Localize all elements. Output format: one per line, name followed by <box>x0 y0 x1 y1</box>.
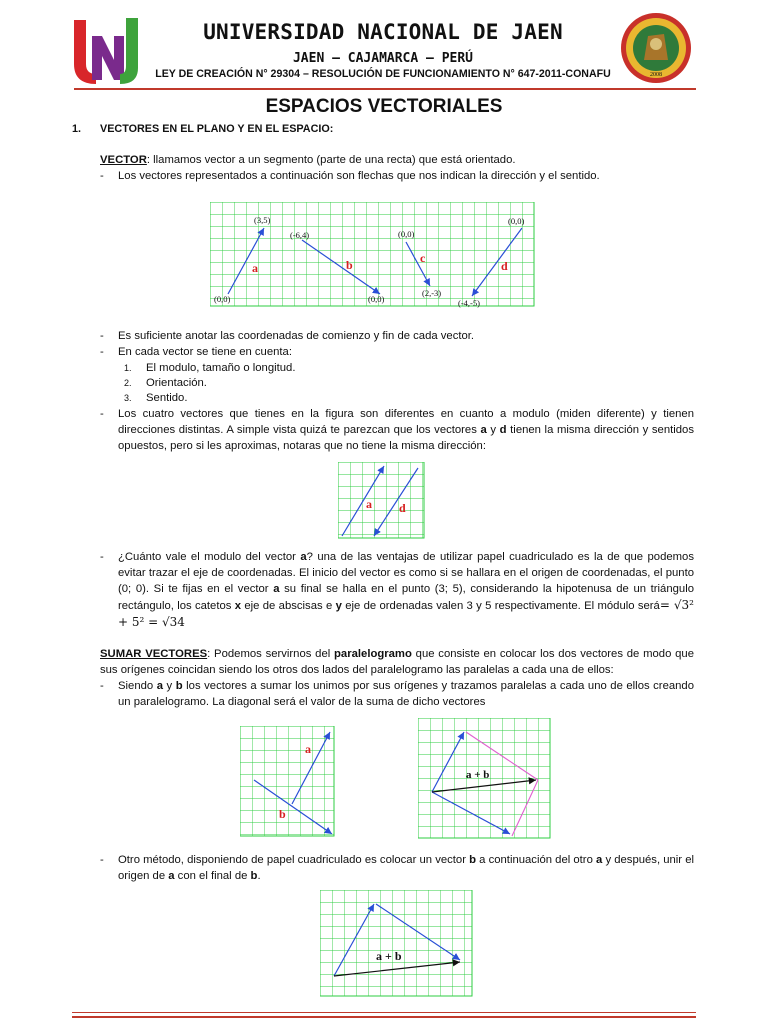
coord-d-end: (-4,-5) <box>458 298 480 308</box>
vector-a-label: a <box>252 261 258 275</box>
vector-term: VECTOR <box>100 154 147 166</box>
list-number: 2. <box>124 378 132 388</box>
modulo-formula: = √3² + 5² = √34 <box>118 598 694 629</box>
document-title: ESPACIOS VECTORIALES <box>265 96 503 117</box>
bullet-dash: - <box>100 170 104 182</box>
vector-b-label: b <box>279 807 286 821</box>
sum-label: a + b <box>466 769 490 781</box>
coord-c-end: (2,-3) <box>422 288 442 298</box>
vector-definition-text: : llamamos vector a un segmento (parte de una recta) que está orientado. <box>146 154 516 166</box>
list-item: Sentido. <box>146 392 188 404</box>
sumar-term: SUMAR VECTORES <box>100 648 208 660</box>
parallelogram-figure <box>418 718 554 842</box>
coord-a-start: (0,0) <box>214 294 231 304</box>
coord-d-start: (0,0) <box>508 216 525 226</box>
header-rule <box>74 88 696 90</box>
bullet-dash: - <box>100 330 104 342</box>
seal-year: 2008 <box>650 72 662 78</box>
bullet-dash: - <box>100 346 104 358</box>
sumar-bullet: Siendo a y b los vectores a sumar los unimos por sus orígenes y trazamos paralelas a cada uno de ellos creando un paralelogramo. La diagonal será el valor de la suma de dicho vectores <box>118 680 694 708</box>
head-to-tail-figure <box>320 890 476 1000</box>
list-item: Orientación. <box>146 377 207 389</box>
bullet-coordinates: Es suficiente anotar las coordenadas de comienzo y fin de cada vector. <box>118 330 475 342</box>
bullet-dash: - <box>100 680 104 692</box>
vectors-figure <box>210 202 538 310</box>
coord-b-end: (0,0) <box>368 294 385 304</box>
coord-b-start: (-6,4) <box>290 230 310 240</box>
vector-a-label: a <box>366 497 372 511</box>
vector-a-label: a <box>305 742 311 756</box>
bullet-dash: - <box>100 854 104 866</box>
list-item: El modulo, tamaño o longitud. <box>146 362 296 374</box>
list-number: 3. <box>124 393 132 403</box>
bullet-dash: - <box>100 408 104 420</box>
vector-b-label: b <box>346 258 353 272</box>
sumar-paragraph: SUMAR VECTORES: Podemos servirnos del paralelogramo que consiste en colocar los dos vectores de modo que sus orígenes coincidan siendo los otros dos lados del paralelogramo las paralelas a cada una de ellos: <box>100 648 694 676</box>
university-law-line: LEY DE CREACIÓN N° 29304 – RESOLUCIÓN DE FUNCIONAMIENTO N° 647-2011-CONAFU <box>155 68 611 80</box>
vectors-a-d-figure <box>338 462 428 542</box>
bullet-consider: En cada vector se tiene en cuenta: <box>118 346 292 358</box>
list-number: 1. <box>124 363 132 373</box>
vector-definition <box>100 152 700 168</box>
modulo-paragraph: ¿Cuánto vale el modulo del vector a? una de las ventajas de utilizar papel cuadriculado es la de que podemos evitar trazar el eje de coordenadas. El inicio del vector es como si se hallara en el origen de coordenadas, el punto (0; 0). Si te fijas en el vector a su final se halla en el punto (3; 5), considerando la hipotenusa de un triángulo rectángulo, los catetos x eje de abscisas e y eje de ordenadas valen 3 y 5 respectivamente. El módulo será= √3² + 5² = √34 <box>118 551 694 629</box>
two-vectors-figure <box>240 726 338 840</box>
bullet-dash: - <box>100 551 104 563</box>
section-number: 1. <box>72 123 82 135</box>
vector-d-label: d <box>501 259 508 273</box>
vector-c-label: c <box>420 251 426 265</box>
otro-metodo-paragraph: Otro método, disponiendo de papel cuadriculado es colocar un vector b a continuación del otro a y después, unir el origen de a con el final de b. <box>118 854 694 882</box>
vector-bullet: Los vectores representados a continuación son flechas que nos indican la dirección y el sentido. <box>118 170 600 182</box>
sum-label: a + b <box>376 949 402 963</box>
footer-rule <box>72 1016 696 1018</box>
coord-c-start: (0,0) <box>398 229 415 239</box>
university-name: UNIVERSIDAD NACIONAL DE JAEN <box>203 20 563 44</box>
university-logo <box>68 14 144 88</box>
university-seal <box>620 12 692 84</box>
footer-rule <box>72 1012 696 1013</box>
vector-d-label: d <box>399 501 406 515</box>
coord-a-end: (3,5) <box>254 215 271 225</box>
university-location: JAEN – CAJAMARCA – PERÚ <box>292 51 473 66</box>
bullet-four-vectors: Los cuatro vectores que tienes en la figura son diferentes en cuanto a modulo (miden diferente) y tienen direcciones distintas. A simple vista quizá te parezcan que los vectores a y d tienen la misma dirección y sentidos opuestos, pero si les aproximas, notaras que no tiene la misma dirección: <box>118 408 694 452</box>
section-heading: VECTORES EN EL PLANO Y EN EL ESPACIO: <box>100 123 334 135</box>
